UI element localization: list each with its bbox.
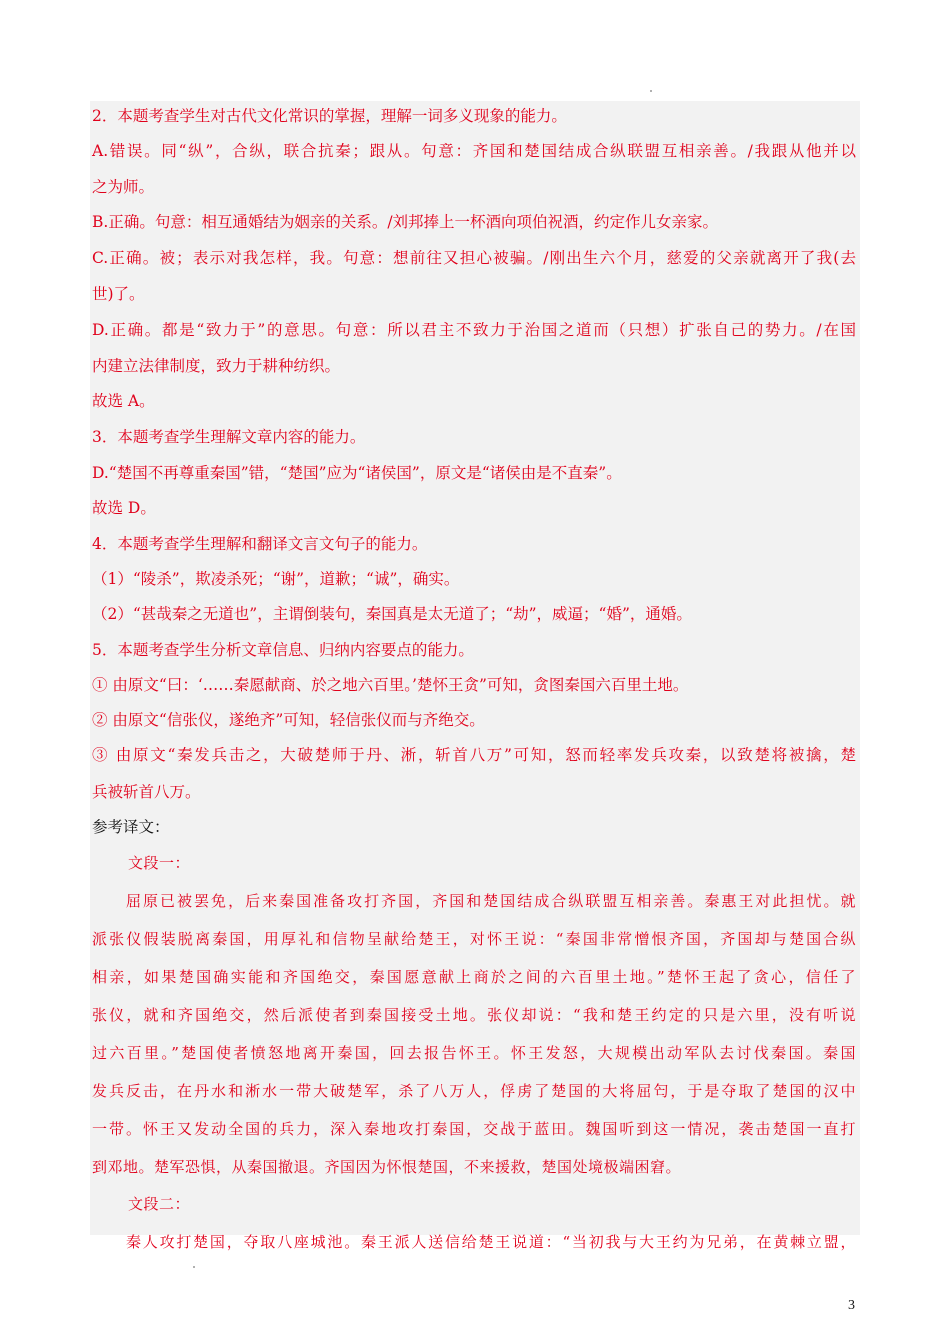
text-line: 世)了。	[92, 285, 145, 303]
scan-mark-bottom	[193, 1266, 195, 1268]
translation-line: 派张仪假装脱离秦国，用厚礼和信物呈献给楚王，对怀王说：“秦国非常憎恨齐国，齐国却与楚国合纵	[92, 930, 856, 948]
text-line: B.正确。句意：相互通婚结为姻亲的关系。/刘邦捧上一杯酒向项伯祝酒，约定作儿女亲家。	[92, 213, 719, 231]
translation-line: 过六百里。”楚国使者愤怒地离开秦国，回去报告怀王。怀王发怒，大规模出动军队去讨伐秦国。秦国	[92, 1044, 856, 1062]
translation-line: 相亲，如果楚国确实能和齐国绝交，秦国愿意献上商於之间的六百里土地。”楚怀王起了贪心，信任了	[92, 968, 856, 986]
translation-line: 发兵反击，在丹水和淅水一带大破楚军，杀了八万人，俘虏了楚国的大将屈匄，于是夺取了楚国的汉中	[92, 1082, 856, 1100]
text-line: ① 由原文“曰：‘……秦愿献商、於之地六百里。’楚怀王贪”可知，贪图秦国六百里土地。	[92, 676, 689, 694]
page-number: 3	[848, 1298, 855, 1313]
scan-mark-top	[650, 90, 652, 92]
text-line: ② 由原文“信张仪，遂绝齐”可知，轻信张仪而与齐绝交。	[92, 711, 485, 729]
text-line: 3．本题考查学生理解文章内容的能力。	[92, 428, 366, 446]
answer-explanation-block	[90, 101, 860, 1251]
text-line: 内建立法律制度，致力于耕种纺织。	[92, 357, 341, 375]
text-line: D.“楚国不再尊重秦国”错，“楚国”应为“诸侯国”，原文是“诸侯由是不直秦”。	[92, 464, 622, 482]
text-line: 兵被斩首八万。	[92, 783, 201, 801]
translation-line: 到邓地。楚军恐惧，从秦国撤退。齐国因为怀恨楚国，不来援救，楚国处境极端困窘。	[92, 1158, 682, 1176]
text-line: 5．本题考查学生分析文章信息、归纳内容要点的能力。	[92, 641, 474, 659]
translation-line: 秦人攻打楚国，夺取八座城池。秦王派人送信给楚王说道：“当初我与大王约为兄弟，在黄棘立盟，	[126, 1233, 856, 1251]
translation-line: 张仪，就和齐国绝交，然后派使者到秦国接受土地。张仪却说：“我和楚王约定的只是六里，没有听说	[92, 1006, 856, 1024]
translation-line: 屈原已被罢免，后来秦国准备攻打齐国，齐国和楚国结成合纵联盟互相亲善。秦惠王对此担忧。就	[126, 892, 856, 910]
text-line: 故选 A。	[92, 392, 155, 410]
text-line: A.错误。同“纵”，合纵，联合抗秦；跟从。句意：齐国和楚国结成合纵联盟互相亲善。/我跟从他并以	[92, 142, 856, 160]
translation-heading: 文段二：	[128, 1195, 191, 1213]
text-line: 4．本题考查学生理解和翻译文言文句子的能力。	[92, 535, 428, 553]
text-line: （1）“陵杀”，欺凌杀死；“谢”，道歉；“诚”，确实。	[92, 570, 460, 588]
text-line: 参考译文：	[92, 818, 170, 836]
text-line: D.正确。都是“致力于”的意思。句意：所以君主不致力于治国之道而（只想）扩张自己的势力。/在国	[92, 321, 856, 339]
text-line: （2）“甚哉秦之无道也”，主谓倒装句，秦国真是太无道了；“劫”，威逼；“婚”，通婚。	[92, 605, 692, 623]
text-line: ③ 由原文“秦发兵击之，大破楚师于丹、淅，斩首八万”可知，怒而轻率发兵攻秦，以致楚将被擒，楚	[92, 746, 856, 764]
text-line: 故选 D。	[92, 499, 156, 517]
text-line: 2．本题考查学生对古代文化常识的掌握，理解一词多义现象的能力。	[92, 107, 567, 125]
translation-heading: 文段一：	[128, 854, 191, 872]
text-line: C.正确。被；表示对我怎样，我。句意：想前往又担心被骗。/刚出生六个月，慈爱的父亲就离开了我(去	[92, 249, 856, 267]
translation-line: 一带。怀王又发动全国的兵力，深入秦地攻打秦国，交战于蓝田。魏国听到这一情况，袭击楚国一直打	[92, 1120, 856, 1138]
text-line: 之为师。	[92, 178, 155, 196]
